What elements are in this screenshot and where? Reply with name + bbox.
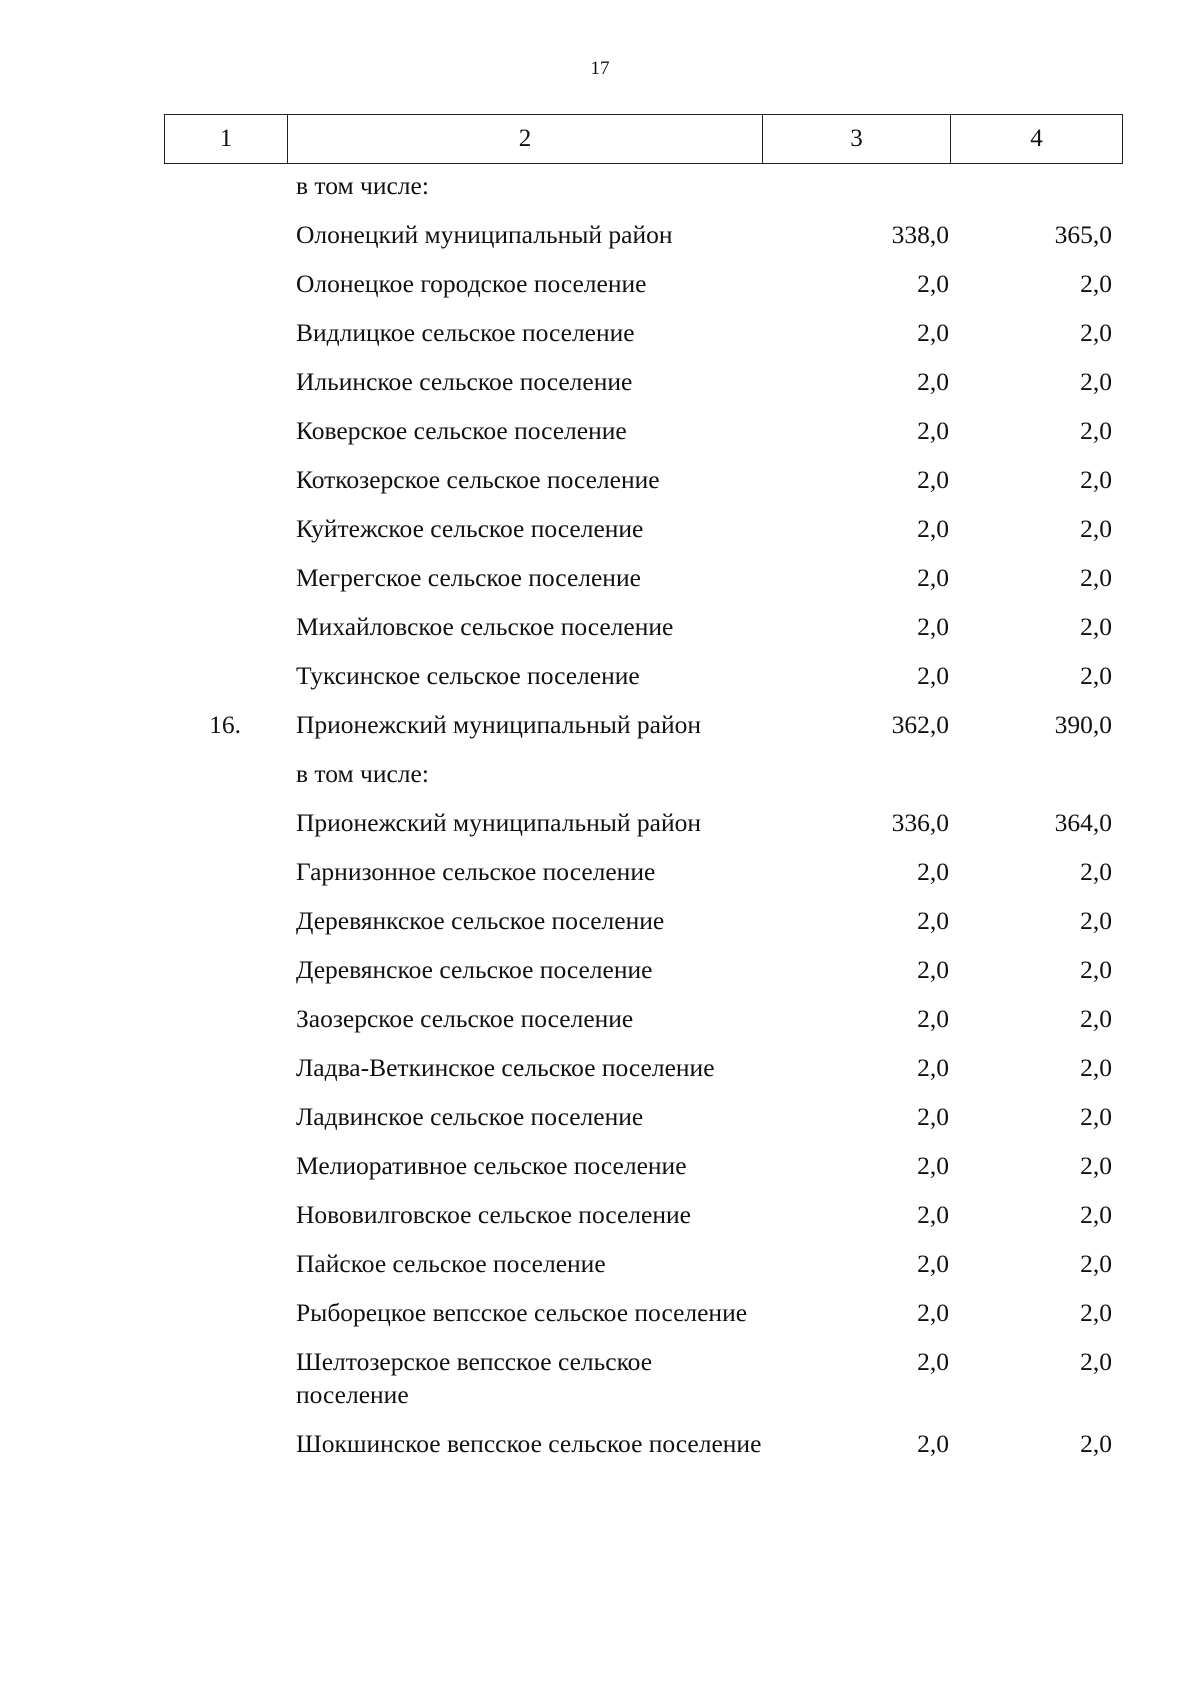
- row-name: Олонецкий муниципальный район: [296, 220, 673, 249]
- row-value-col3: 362,0: [891, 710, 949, 739]
- table-row: [164, 659, 1118, 708]
- row-value-col4: 2,0: [1080, 318, 1112, 347]
- table-row: [164, 414, 1118, 463]
- row-value-col3: 2,0: [917, 1004, 949, 1033]
- row-value-col3: 2,0: [917, 1249, 949, 1278]
- table-row: [164, 1345, 1118, 1427]
- row-name: Рыборецкое вепсское сельское поселение: [296, 1298, 748, 1327]
- table-row: [164, 708, 1118, 757]
- table-row: [164, 806, 1118, 855]
- row-name: Заозерское сельское поселение: [296, 1004, 634, 1033]
- table-row: [164, 1100, 1118, 1149]
- header-cell-4: 4: [951, 115, 1123, 164]
- header-row: [165, 115, 1123, 164]
- row-name: Михайловское сельское поселение: [296, 612, 674, 641]
- row-value-col3: 2,0: [917, 318, 949, 347]
- table-row: [164, 1247, 1118, 1296]
- row-name: Ильинское сельское поселение: [296, 367, 633, 396]
- row-value-col3: 2,0: [917, 563, 949, 592]
- row-value-col4: 2,0: [1080, 1151, 1112, 1180]
- row-name: Коверское сельское поселение: [296, 416, 627, 445]
- row-value-col3: 2,0: [917, 1429, 949, 1458]
- row-value-col4: 2,0: [1080, 269, 1112, 298]
- row-value-col3: 2,0: [917, 416, 949, 445]
- table-row: [164, 267, 1118, 316]
- row-value-col3: 2,0: [917, 465, 949, 494]
- row-name: Шелтозерское вепсское сельское поселение: [296, 1347, 653, 1409]
- row-value-col3: 2,0: [917, 955, 949, 984]
- row-name: Куйтежское сельское поселение: [296, 514, 644, 543]
- row-value-col3: 2,0: [917, 1151, 949, 1180]
- row-value-col4: 2,0: [1080, 1429, 1112, 1458]
- table-row: [164, 169, 1118, 218]
- row-value-col4: 2,0: [1080, 367, 1112, 396]
- row-value-col3: 2,0: [917, 906, 949, 935]
- table-row: [164, 1296, 1118, 1345]
- row-name: Деревянское сельское поселение: [296, 955, 653, 984]
- row-name: Туксинское сельское поселение: [296, 661, 640, 690]
- row-value-col4: 2,0: [1080, 612, 1112, 641]
- table-row: [164, 218, 1118, 267]
- row-name: Ладвинское сельское поселение: [296, 1102, 644, 1131]
- row-value-col4: 2,0: [1080, 1200, 1112, 1229]
- row-name: Коткозерское сельское поселение: [296, 465, 660, 494]
- row-name: Прионежский муниципальный район: [296, 808, 701, 837]
- row-value-col4: 2,0: [1080, 906, 1112, 935]
- row-value-col3: 2,0: [917, 1298, 949, 1327]
- row-value-col3: 2,0: [917, 1053, 949, 1082]
- header-cell-2: 2: [288, 115, 763, 164]
- table-row: [164, 1198, 1118, 1247]
- row-value-col4: 2,0: [1080, 661, 1112, 690]
- table-row: [164, 904, 1118, 953]
- row-value-col3: 2,0: [917, 1347, 949, 1376]
- row-value-col4: 2,0: [1080, 1298, 1112, 1327]
- page-number: 17: [590, 58, 610, 79]
- table-row: [164, 1427, 1118, 1476]
- row-value-col3: 2,0: [917, 1102, 949, 1131]
- row-name: в том числе:: [296, 171, 429, 200]
- row-value-col4: 2,0: [1080, 1249, 1112, 1278]
- row-value-col4: 390,0: [1054, 710, 1112, 739]
- table-row: [164, 316, 1118, 365]
- row-value-col4: 2,0: [1080, 857, 1112, 886]
- row-value-col3: 338,0: [891, 220, 949, 249]
- table-row: [164, 463, 1118, 512]
- row-value-col4: 2,0: [1080, 514, 1112, 543]
- row-name: Прионежский муниципальный район: [296, 710, 701, 739]
- table-row: [164, 1051, 1118, 1100]
- row-value-col4: 2,0: [1080, 1347, 1112, 1376]
- row-name: Мегрегское сельское поселение: [296, 563, 641, 592]
- table-row: [164, 1149, 1118, 1198]
- row-value-col4: 2,0: [1080, 416, 1112, 445]
- row-name: Деревянкское сельское поселение: [296, 906, 665, 935]
- row-value-col3: 2,0: [917, 661, 949, 690]
- row-value-col3: 2,0: [917, 1200, 949, 1229]
- row-value-col3: 2,0: [917, 857, 949, 886]
- row-value-col4: 2,0: [1080, 1102, 1112, 1131]
- table-row: [164, 610, 1118, 659]
- table-row: [164, 855, 1118, 904]
- row-number: 16.: [209, 710, 241, 739]
- table-row: [164, 365, 1118, 414]
- row-value-col4: 2,0: [1080, 1004, 1112, 1033]
- row-value-col3: 2,0: [917, 269, 949, 298]
- row-value-col3: 2,0: [917, 367, 949, 396]
- row-value-col3: 336,0: [891, 808, 949, 837]
- row-value-col4: 365,0: [1054, 220, 1112, 249]
- header-cell-1: 1: [165, 115, 288, 164]
- table-body: [164, 169, 1118, 1476]
- row-value-col4: 2,0: [1080, 563, 1112, 592]
- row-name: Ладва-Веткинское сельское поселение: [296, 1053, 715, 1082]
- row-name: Пайское сельское поселение: [296, 1249, 606, 1278]
- row-name: Гарнизонное сельское поселение: [296, 857, 656, 886]
- row-value-col4: 364,0: [1054, 808, 1112, 837]
- table-row: [164, 1002, 1118, 1051]
- row-name: Олонецкое городское поселение: [296, 269, 647, 298]
- row-value-col4: 2,0: [1080, 465, 1112, 494]
- row-name: в том числе:: [296, 759, 429, 788]
- header-cell-3: 3: [763, 115, 951, 164]
- row-value-col3: 2,0: [917, 612, 949, 641]
- row-name: Видлицкое сельское поселение: [296, 318, 635, 347]
- table-row: [164, 953, 1118, 1002]
- table-header: [164, 114, 1123, 164]
- table-row: [164, 757, 1118, 806]
- row-name: Мелиоративное сельское поселение: [296, 1151, 687, 1180]
- table-row: [164, 512, 1118, 561]
- table-row: [164, 561, 1118, 610]
- row-value-col4: 2,0: [1080, 955, 1112, 984]
- row-value-col3: 2,0: [917, 514, 949, 543]
- row-value-col4: 2,0: [1080, 1053, 1112, 1082]
- row-name: Шокшинское вепсское сельское поселение: [296, 1429, 762, 1458]
- row-name: Нововилговское сельское поселение: [296, 1200, 691, 1229]
